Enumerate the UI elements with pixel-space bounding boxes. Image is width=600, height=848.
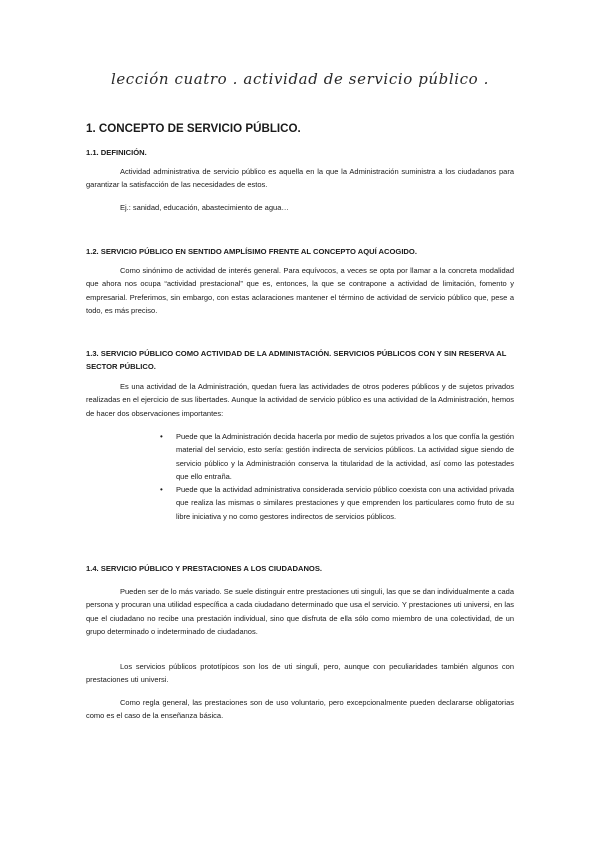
section-1-4-paragraph-2 <box>86 660 514 687</box>
section-1-4-paragraph-1 <box>86 585 514 638</box>
section-1-4-text-3: Como regla general, las prestaciones son de uso voluntario, pero excepcionalmente pueden declararse obligatorias como es el caso de la enseñanza básica. <box>86 698 514 721</box>
section-1-1-heading: 1.1. DEFINICIÓN. <box>86 148 147 157</box>
section-1-heading: 1. CONCEPTO DE SERVICIO PÚBLICO. <box>86 122 301 135</box>
section-1-2-heading: 1.2. SERVICIO PÚBLICO EN SENTIDO AMPLÍSIMO FRENTE AL CONCEPTO AQUÍ ACOGIDO. <box>86 247 417 256</box>
section-1-3-paragraph <box>86 380 514 420</box>
list-item <box>160 430 514 483</box>
section-1-3-bullet-list <box>160 430 514 523</box>
section-1-1-paragraph <box>86 165 514 192</box>
section-1-4-text-1: Pueden ser de lo más variado. Se suele distinguir entre prestaciones uti singuli, las que se dan individualmente a cada persona y procuran una utilidad específica a cada ciudadano determinado que usa el servicio. Y prestaciones uti universi, en las que el ciudadano no recibe una prestación individual, sino que disfruta de ella sólo como miembro de una colectividad, de un grupo determinado o indeterminado de ciudadanos. <box>86 587 514 636</box>
section-1-2-paragraph <box>86 264 514 317</box>
section-1-3-heading: 1.3. SERVICIO PÚBLICO COMO ACTIVIDAD DE LA ADMINISTACIÓN. SERVICIOS PÚBLICOS CON Y SIN RESERVA AL SECTOR PÚBLICO. <box>86 349 507 371</box>
bullet-icon: • <box>160 432 163 441</box>
bullet-icon: • <box>160 485 163 495</box>
section-1-4-heading: 1.4. SERVICIO PÚBLICO Y PRESTACIONES A LOS CIUDADANOS. <box>86 564 323 573</box>
section-1-2-text: Como sinónimo de actividad de interés general. Para equívocos, a veces se opta por llamar a la concreta modalidad que ahora nos ocupa “actividad prestacional” que es, entonces, la que se contrapone a actividad de limitación, fomento y empresarial. Preferimos, sin embargo, con estas aclaraciones mantener el término de actividad de servicio público que, pese a todo, es más preciso. <box>86 266 514 315</box>
section-1-1-example: Ej.: sanidad, educación, abastecimiento de agua… <box>120 203 289 212</box>
bullet-text-2: Puede que la actividad administrativa considerada servicio público coexista con una actividad privada que realiza las mismas o similares prestaciones y que emprenden los particulares como fruto de su libre iniciativa y no como gestores indirectos de servicios públicos. <box>176 485 514 521</box>
page-title: lección cuatro . actividad de servicio público . <box>110 70 490 88</box>
section-1-4-text-2: Los servicios públicos prototípicos son los de uti singuli, pero, aunque con peculiaridades también algunos con prestaciones uti universi. <box>86 662 514 685</box>
bullet-text-1: Puede que la Administración decida hacerla por medio de sujetos privados a los que confía la gestión material del servicio, esto sería: gestión indirecta de servicios públicos. La actividad sigue siendo de servicio público y la Administración conserva la titularidad de la actividad, así como las potestades que ello entraña. <box>176 432 514 481</box>
section-1-3-text: Es una actividad de la Administración, quedan fuera las actividades de otros poderes públicos y de sujetos privados realizadas en el ejercicio de sus libertades. Aunque la actividad de servicio público es una actividad de la Administración, hemos de hacer dos observaciones importantes: <box>86 382 514 418</box>
list-item <box>160 483 514 523</box>
section-1-1-text: Actividad administrativa de servicio público es aquella en la que la Administración suministra a los ciudadanos para garantizar la satisfacción de las necesidades de estos. <box>86 167 514 190</box>
section-1-4-paragraph-3 <box>86 696 514 723</box>
